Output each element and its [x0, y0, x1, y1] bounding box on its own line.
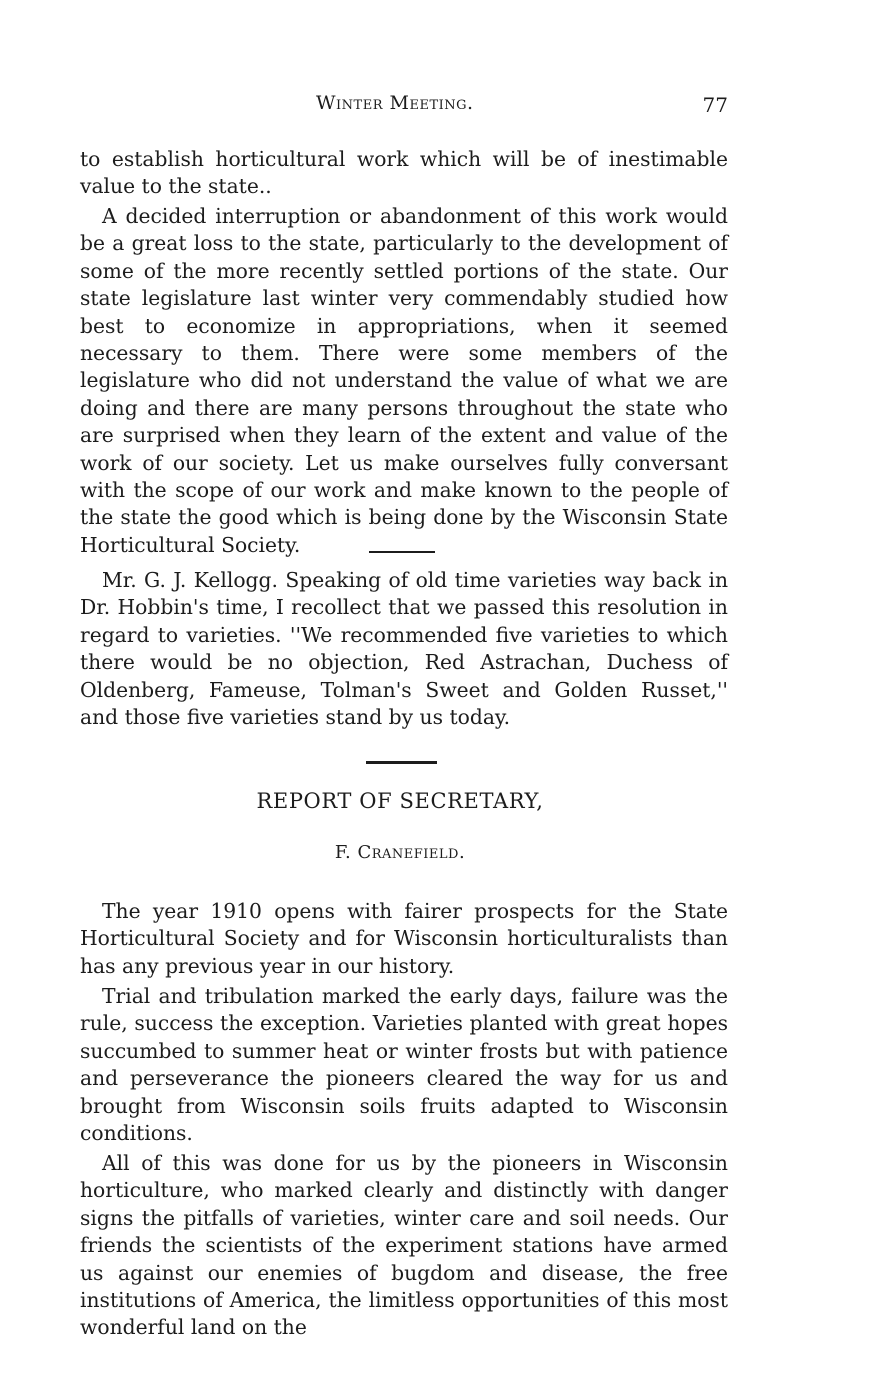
section-author: F. Cranefield.	[334, 842, 466, 863]
running-head-title: Winter Meeting.	[316, 92, 474, 114]
paragraph-report-trial: Trial and tribulation marked the early days, failure was the rule, success the exception. Varieties planted with great hopes succumbed to summer heat or winter frosts but with patience and perseverance the pioneers cleared the way for us and brought from Wisconsin soils fruits adapted to Wisconsin conditions.	[80, 984, 728, 1146]
paragraph-kellogg	[80, 567, 728, 731]
speaker-name: Mr. G. J. Kellogg.	[102, 568, 278, 592]
section-divider-short	[369, 551, 435, 553]
paragraph-report-pioneers: All of this was done for us by the pioneers in Wisconsin horticulture, who marked clearly and distinctly with danger signs the pitfalls of varieties, winter care and soil needs. Our friends the scientists of the experiment stations have armed us against our enemies of bugdom and disease, the free institutions of America, the limitless opportunities of this most wonderful land on the	[80, 1151, 728, 1340]
section-heading: REPORT OF SECRETARY,	[256, 789, 544, 813]
kellogg-remarks: Speaking of old time varieties way back in Dr. Hobbin's time, I recollect that we passed this resolution in regard to varieties. ''We recommended five varieties to which there would be no objection, Red Astrachan, Duchess of Oldenberg, Fameuse, Tolman's Sweet and Golden Russet,'' and those five varieties stand by us today.	[80, 568, 729, 730]
section-divider-bold	[366, 761, 437, 764]
paragraph-interruption: A decided interruption or abandonment of this work would be a great loss to the state, particularly to the development of some of the more recently settled portions of the state. Our state legislature last winter very commendably studied how best to economize in appropriations, when it seemed necessary to them. There were some members of the legislature who did not understand the value of what we are doing and there are many persons throughout the state who are surprised when they learn of the extent and value of the work of our society. Let us make ourselves fully conversant with the scope of our work and make known to the people of the state the good which is being done by the Wisconsin State Horticultural Society.	[80, 204, 728, 557]
page-number: 77	[702, 93, 728, 117]
paragraph-report-opening: The year 1910 opens with fairer prospects for the State Horticultural Society and for Wisconsin horticulturalists than has any previous year in our history.	[80, 899, 728, 978]
paragraph-continuation: to establish horticultural work which will be of inestimable value to the state..	[80, 147, 728, 199]
